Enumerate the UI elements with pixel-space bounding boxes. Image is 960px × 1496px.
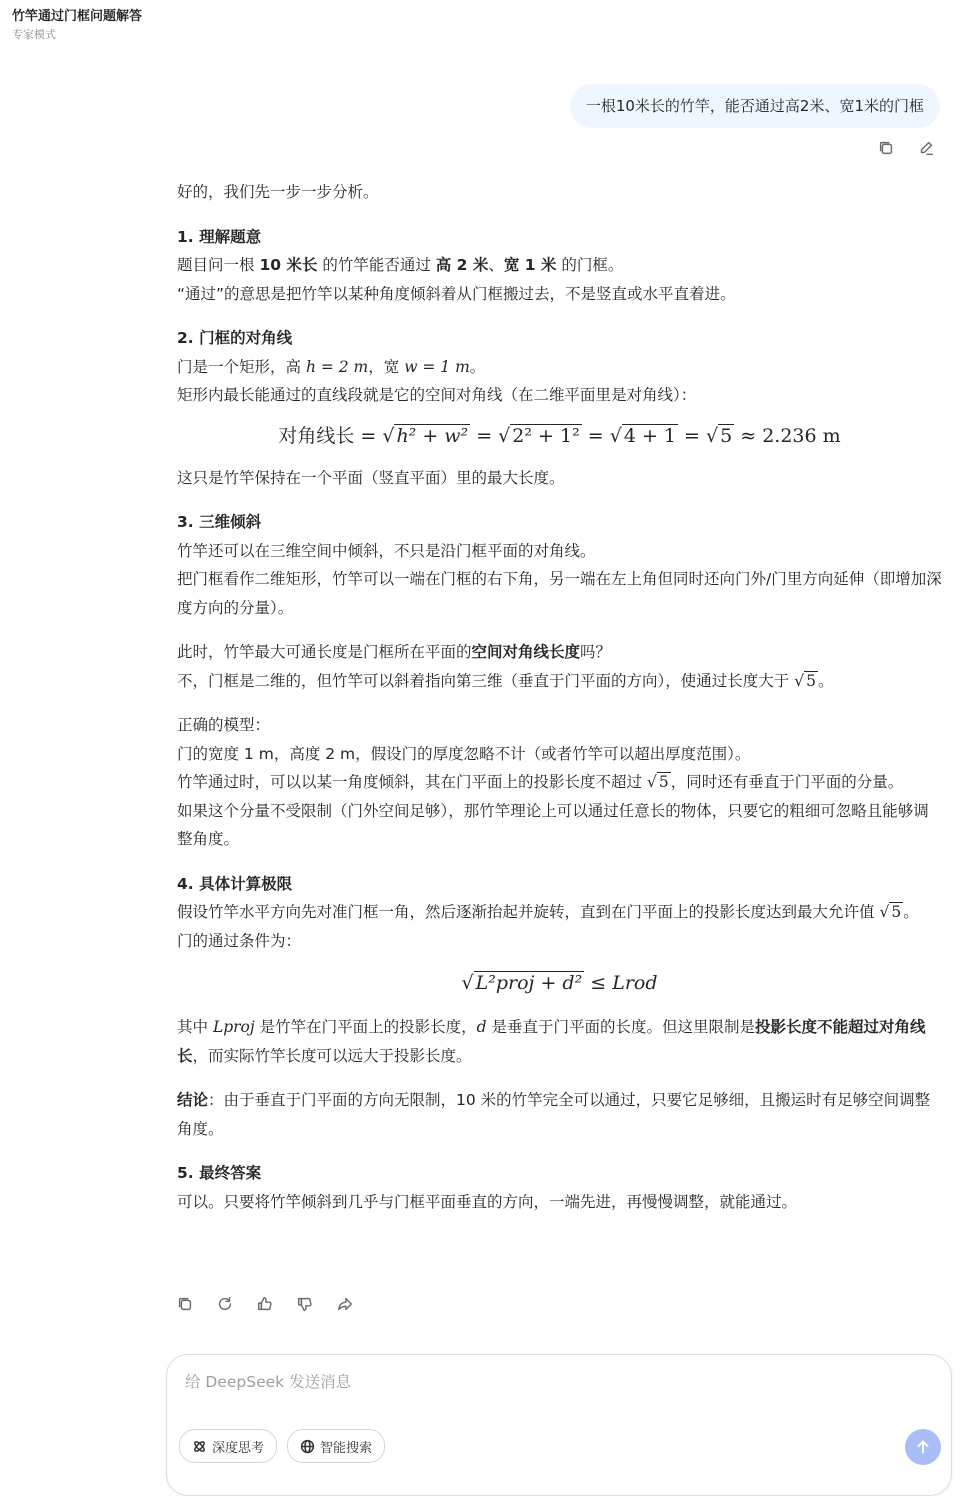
chat-header (12, 8, 142, 43)
paragraph: 门的宽度 1 m，高度 2 m，假设门的厚度忽略不计（或者竹竿可以超出厚度范围）。 (177, 744, 751, 763)
paragraph: 竹竿通过时，可以以某一角度倾斜，其在门平面上的投影长度不超过 √ 5 ，同时还有垂直于门平面的分量。 (177, 773, 904, 791)
paragraph: 矩形内最长能通过的直线段就是它的空间对角线（在二维平面里是对角线）： (177, 386, 697, 404)
paragraph: 竹竿还可以在三维空间中倾斜，不只是沿门框平面的对角线。 (177, 541, 596, 560)
paragraph: 题目问一根 10 米长 的竹竿能否通过 高 2 米、宽 1 米 的门框。 (177, 256, 624, 274)
globe-icon (300, 1439, 315, 1454)
passing-condition-formula: √ L²proj + d² ≤ Lrod (461, 972, 658, 994)
edit-icon[interactable] (916, 138, 936, 158)
answer-intro: 好的，我们先一步一步分析。 (177, 183, 379, 201)
section-heading: 4. 具体计算极限 (177, 874, 293, 893)
paragraph: 如果这个分量不受限制（门外空间足够），那竹竿理论上可以通过任意长的物体，只要它的粗细可忽略且能够调整角度。 (177, 801, 929, 848)
section-heading: 3. 三维倾斜 (177, 513, 262, 531)
regenerate-icon[interactable] (215, 1294, 235, 1314)
web-search-label: 智能搜索 (320, 1440, 373, 1456)
paragraph: 其中 Lproj 是竹竿在门平面上的投影长度，d 是垂直于门平面的长度。但这里限制是投影长度不能超过对角线长，而实际竹竿长度可以远大于投影长度。 (177, 1018, 926, 1065)
paragraph: “通过”的意思是把竹竿以某种角度倾斜着从门框搬过去，不是竖直或水平直着进。 (177, 284, 736, 303)
user-message-bubble: 一根10米长的竹竿，能否通过高2米、宽1米的门框 (570, 84, 940, 128)
paragraph: 这只是竹竿保持在一个平面（竖直平面）里的最大长度。 (177, 468, 565, 487)
copy-icon[interactable] (175, 1294, 195, 1314)
section-heading: 1. 理解题意 (177, 227, 262, 246)
conclusion: 结论：由于垂直于门平面的方向无限制，10 米的竹竿完全可以通过，只要它足够细，且搬运时有足够空间调整角度。 (177, 1091, 931, 1138)
user-message-actions (876, 138, 936, 158)
paragraph: 门的通过条件为： (177, 931, 302, 950)
paragraph: 此时，竹竿最大可通长度是门框所在平面的空间对角线长度吗？ (177, 643, 612, 661)
paragraph: 把门框看作二维矩形，竹竿可以一端在门框的右下角，另一端在左上角但同时还向门外/门里方向延伸（即增加深度方向的分量）。 (177, 570, 942, 617)
thumbs-up-icon[interactable] (255, 1294, 275, 1314)
paragraph: 假设竹竿水平方向先对准门框一角，然后逐渐抬起并旋转，直到在门平面上的投影长度达到最大允许值 √ 5 。 (177, 903, 919, 921)
section-heading: 2. 门框的对角线 (177, 329, 293, 347)
deep-think-toggle[interactable] (179, 1429, 277, 1463)
chat-title: 竹竿通过门框问题解答 (12, 9, 143, 24)
diagonal-formula: 对角线长 = √ h² + w² = √ 2² + 1² = √ 4 + 1 = √ 5 ≈ 2.236 m (278, 424, 841, 447)
paragraph: 可以。只要将竹竿倾斜到几乎与门框平面垂直的方向，一端先进，再慢慢调整，就能通过。 (177, 1192, 798, 1211)
thumbs-down-icon[interactable] (295, 1294, 315, 1314)
assistant-answer (177, 178, 942, 1216)
chat-mode-label: 专家模式 (12, 28, 56, 41)
paragraph: 正确的模型： (177, 716, 271, 734)
answer-actions (175, 1294, 355, 1314)
arrow-up-icon (914, 1438, 932, 1456)
web-search-toggle[interactable] (287, 1429, 385, 1463)
message-input[interactable]: 给 DeepSeek 发送消息 (185, 1373, 352, 1391)
section-heading: 5. 最终答案 (177, 1164, 262, 1182)
deep-think-icon (192, 1439, 207, 1454)
paragraph: 门是一个矩形，高 h = 2 m，宽 w = 1 m。 (177, 357, 486, 376)
send-button[interactable] (905, 1429, 941, 1465)
copy-icon[interactable] (876, 138, 896, 158)
share-icon[interactable] (335, 1294, 355, 1314)
paragraph: 不，门框是二维的，但竹竿可以斜着指向第三维（垂直于门平面的方向），使通过长度大于 √ 5 。 (177, 671, 834, 690)
deep-think-label: 深度思考 (212, 1440, 265, 1456)
message-composer[interactable] (166, 1354, 952, 1496)
